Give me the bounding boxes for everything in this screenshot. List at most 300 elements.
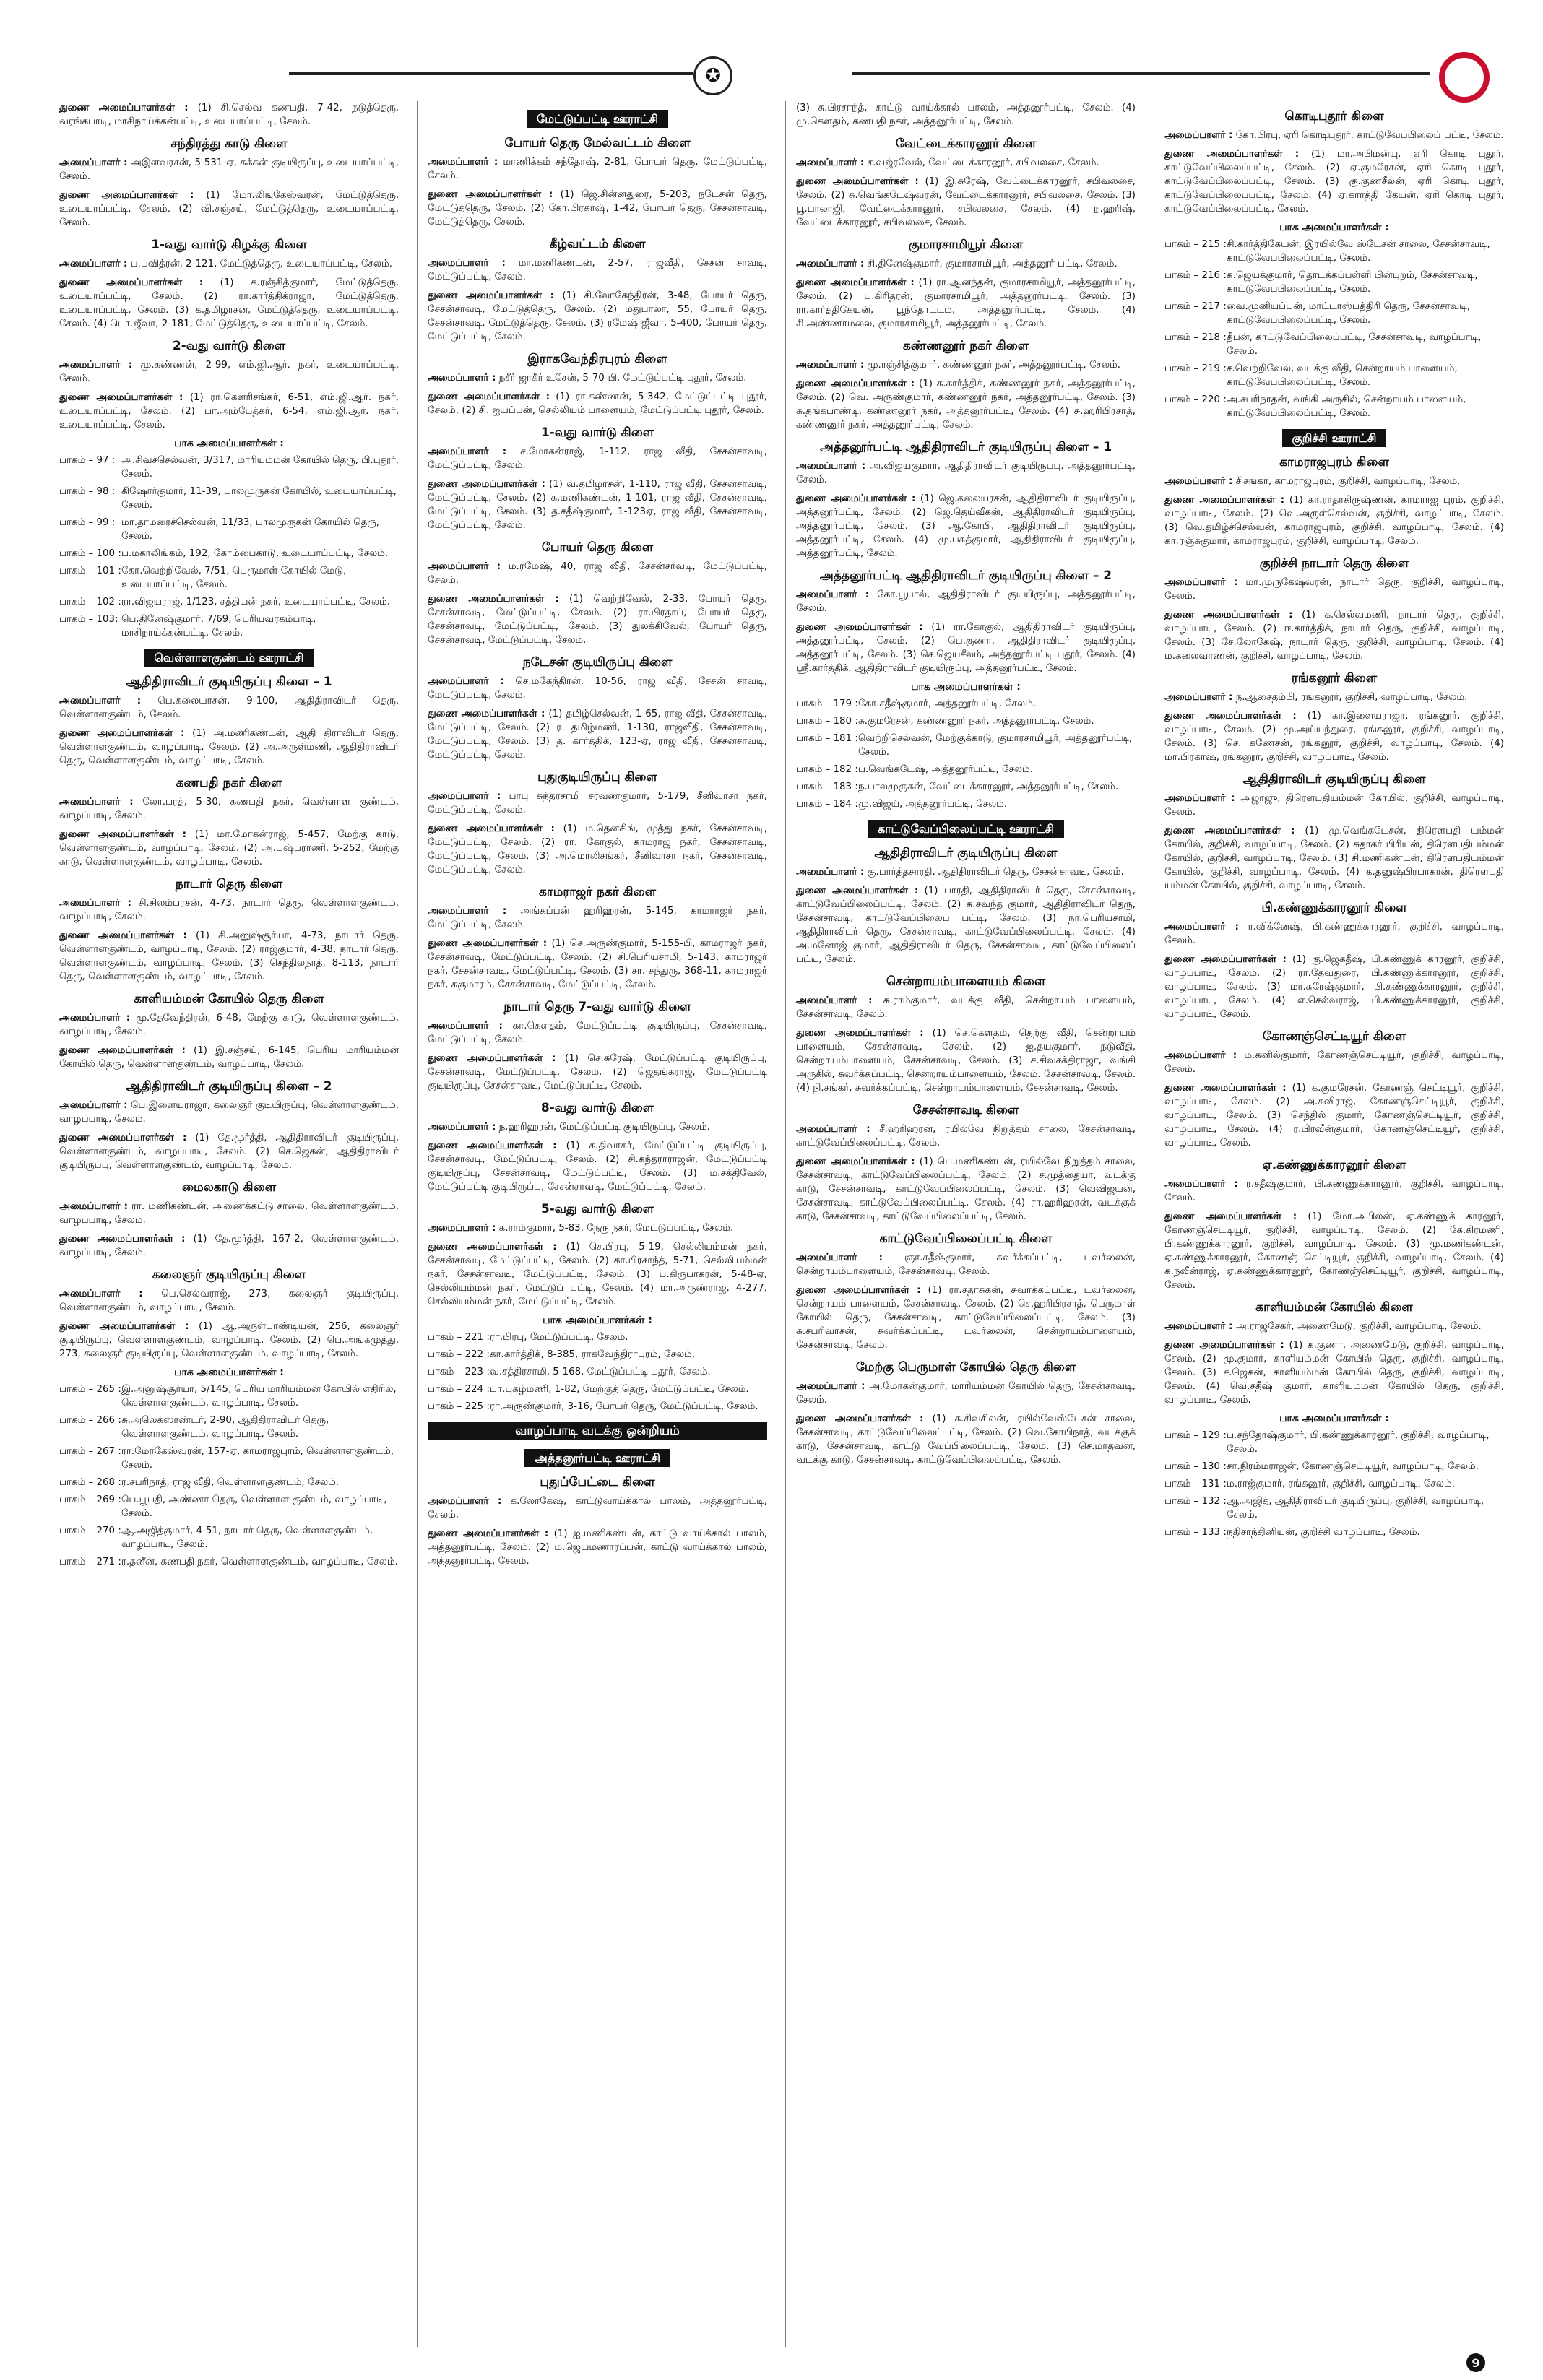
member-entry [59, 1131, 399, 1172]
member-details: (1) க.ரஞ்சித்குமார், மேட்டுத்தெரு, உடையாப்பட்டி, சேலம். (2) ரா.கார்த்திக்ராஜா, மேட்டுத்தெரு, உடையாப்பட்டி, சேலம். (3) க.தமிழரசன், மேட்டுத்தெரு, உடையாப்பட்டி, சேலம். (4) பொ.ஜீவா, 2-181, மேட்டுத்தெரு, உடையாப்பட்டி, சேலம். [59, 277, 399, 329]
member-details: மாணிக்கம் சந்தோஷ், 2-81, போயர் தெரு, மேட்டுப்பட்டி, சேலம். [428, 157, 767, 181]
booth-number: பாகம் – 132 : [1164, 1496, 1227, 1507]
role-label: அமைப்பாளர் : [796, 867, 865, 878]
member-details: (1) செ.அருண்குமார், 5-155-பி, காமராஜர் நகர், சேசன்சாவடி, மேட்டுப்பட்டி, சேலம். (2) சி.பெரியசாமி, 5-143, காமராஜர் நகர், சேசன்சாவடி, மேட்டுப்பட்டி, சேலம். (3) சா. சந்துரு, 368-11, காமராஜர் நகர், சுகுமாரம், சேசன்சாவடி, மேட்டுப்பட்டி, சேலம். [428, 938, 767, 990]
booth-agent: வெற்றிசெல்வன், மேற்குக்காடு, குமாரசாமியூர், அத்தனூர்பட்டி, சேலம். [858, 733, 1133, 758]
role-label: அமைப்பாளர் : [796, 360, 865, 371]
member-entry [59, 1099, 399, 1126]
member-details: (1) ரா.கோகுல், ஆதிதிராவிடர் குடியிருப்பு, அத்தனூர்பட்டி, சேலம். (2) பெ.குணா, ஆதிதிராவிடர் குடியிருப்பு, அத்தனூர்பட்டி, சேலம். (3) செ.ஜெயசீலம், அத்தனூர்பட்டி புதூர், சேலம். (4) ஸ்ரீ.கார்த்திக், ஆதிதிராவிடர் குடியிருப்பு, அத்தனூர்பட்டி, சேலம். [796, 622, 1136, 674]
role-label: அமைப்பாளர் : [796, 1381, 865, 1392]
role-label: அமைப்பாளர் : [428, 446, 507, 457]
role-label: துணை அமைப்பாளர்கள் : [428, 479, 545, 490]
member-entry [428, 1240, 767, 1309]
role-label: அமைப்பாளர் : [428, 791, 501, 802]
role-label: துணை அமைப்பாளர்கள் : [796, 886, 919, 896]
role-label: அமைப்பாளர் : [1164, 1050, 1237, 1061]
red-circle-logo-icon [1439, 52, 1490, 103]
role-label: அமைப்பாளர் : [1164, 1179, 1238, 1190]
branch-heading: வேட்டைக்காரனூர் கிளை [895, 137, 1037, 151]
booth-entry [1164, 238, 1504, 265]
member-details: சி.சிலம்பரசன், 4-73, நாடார் தெரு, வெள்ளாளகுண்டம், வாழப்பாடி, சேலம். [59, 898, 399, 922]
branch-heading: ஆதிதிராவிடர் குடியிருப்பு கிளை [874, 846, 1058, 860]
booth-number: பாகம் – 131 : [1164, 1479, 1227, 1489]
member-details: (1) ம.தெனசிங், முத்து நகர், சேசன்சாவடி, மேட்டுப்பட்டி, சேலம். (2) ரா. கோகுல், காமராஜ நகர், சேசன்சாவடி, மேட்டுப்பட்டி, சேலம். (3) அ.மொலிசங்கர், சீனிவாசா நகர், சேசன்சாவடி, மேட்டுப்பட்டி, சேலம். [428, 823, 767, 875]
role-label: அமைப்பாளர் : [59, 797, 134, 808]
member-details: மு.ரஞ்சித்குமார், கண்ணனூர் நகர், அத்தனூர்பட்டி, சேலம். [867, 360, 1121, 371]
booth-agent: வ.சத்திரசாமி, 5-168, மேட்டுப்பட்டி புதூர், சேலம். [490, 1367, 711, 1377]
member-details: (1) தே.மூர்த்தி, 167-2, வெள்ளாளகுண்டம், வாழப்பாடி, சேலம். [59, 1234, 399, 1258]
member-details: (1) அ.மணிகண்டன், ஆதி திராவிடர் தெரு, வெள்ளாளகுண்டம், வாழப்பாடி, சேலம். (2) அ.அருள்மணி, ஆதிதிராவிடர் தெரு, வெள்ளாளகுண்டம், வாழப்பாடி, சேலம். [59, 728, 399, 766]
member-entry [59, 694, 399, 722]
booth-entry [59, 1524, 399, 1552]
member-details: (1) மோ.அபிலன், ஏ.கண்ணுக் காரனூர், கோணஞ்செட்டியூர், குறிச்சி, வாழப்பாடி, சேலம். (2) கே.கிரமணி, பி.கண்ணுக்காரனூர், குறிச்சி, வாழப்பாடி, சேலம். (3) மு.மணிகண்டன், ஏ.கண்ணுக்காரனூர், கோணஞ் செட்டியூர், குறிச்சி, வாழப்பாடி, சேலம். (4) க.நவீன்ராஜ், ஏ.கண்ணுக்காரனூர், கோணஞ்செட்டியூர், குறிச்சி, வாழப்பாடி, சேலம். [1164, 1211, 1504, 1291]
booth-agent: இ.அனுஷ்சூர்யா, 5/145, பெரிய மாரியம்மன் கோயில் எதிரில், வெள்ளாளகுண்டம், வாழப்பாடி, சேலம். [121, 1384, 397, 1408]
booth-number: பாகம் – 99 : [59, 517, 116, 528]
role-label: அமைப்பாளர் : [428, 1122, 496, 1133]
role-label: துணை அமைப்பாளர்கள் : [796, 1414, 924, 1424]
member-details: ர.சதீஷ்குமார், பி.கண்ணுக்காரனூர், குறிச்சி, வாழப்பாடி, சேலம். [1164, 1179, 1504, 1203]
role-label: துணை அமைப்பாளர்கள் : [796, 176, 919, 187]
member-entry [428, 1527, 767, 1568]
branch-heading: குறிச்சி நாடார் தெரு கிளை [1259, 556, 1409, 571]
booth-agent: ப.சந்தோஷ்குமார், பி.கண்ணுக்காரனூர், குறிச்சி, வாழப்பாடி, சேலம். [1227, 1430, 1490, 1455]
member-entry [428, 822, 767, 877]
member-details: ம.ரமேஷ், 40, ராஜ வீதி, சேசன்சாவடி, மேட்டுப்பட்டி, சேலம். [428, 561, 767, 586]
booth-entry [59, 1476, 399, 1489]
member-entry [59, 1320, 399, 1361]
member-entry [796, 459, 1136, 487]
member-entry [59, 257, 399, 271]
member-details: லோ.பரத், 5-30, கணபதி நகர், வெள்ளாள குண்டம், வாழப்பாடி, சேலம். [59, 797, 399, 821]
member-entry [428, 1139, 767, 1194]
booth-agent: ஆ.அஜித்குமார், 4-51, நாடார் தெரு, வெள்ளாளகுண்டம், வாழப்பாடி, சேலம். [121, 1526, 373, 1550]
member-details: மு.கண்ணன், 2-99, எம்.ஜி.ஆர். நகர், உடையாப்பட்டி, சேலம். [59, 360, 399, 384]
member-details: (1) சி.லோகேந்திரன், 3-48, போயர் தெரு, சேசன்சாவடி, மேட்டுத்தெரு, சேலம். (2) மதுபாலா, 55, போயர் தெரு, சேசன்சாவடி, மேட்டுத்தெரு, சேலம். (3) ரமேஷ் ஜீவா, 5-400, போயர் தெரு, மேட்டுப்பட்டி, சேலம். [428, 290, 767, 342]
member-details: ம.கனில்குமார், கோணஞ்செட்டியூர், குறிச்சி, வாழப்பாடி, சேலம். [1164, 1050, 1504, 1075]
role-label: அமைப்பாளர் : [59, 1201, 129, 1212]
role-label: துணை அமைப்பாளர்கள் : [428, 1053, 556, 1064]
member-entry [1164, 493, 1504, 548]
booth-agents-heading: பாக அமைப்பாளர்கள் : [543, 1315, 652, 1326]
branch-heading: 5-வது வார்டு கிளை [540, 1202, 654, 1216]
member-entry [1164, 824, 1504, 893]
member-details: பெ.இளையராஜா, கலைஞர் குடியிருப்பு, வெள்ளாளகுண்டம், வாழப்பாடி, சேலம். [59, 1100, 399, 1125]
booth-number: பாகம் – 102 : [59, 597, 121, 607]
member-details: (1) செ.சுரேஷ், மேட்டுப்பட்டி குடியிருப்பு, சேசன்சாவடி, மேட்டுப்பட்டி, சேலம். (2) ஜெதங்கராஜ், மேட்டுப்பட்டி குடியிருப்பு, சேசன்சாவடி, மேட்டுப்பட்டி, சேலம். [428, 1053, 767, 1091]
role-label: துணை அமைப்பாளர்கள் : [1164, 954, 1287, 965]
member-entry [796, 865, 1136, 879]
booth-entry [1164, 331, 1504, 358]
role-label: துணை அமைப்பாளர்கள் : [796, 1028, 924, 1039]
member-entry [1164, 576, 1504, 603]
role-label: அமைப்பாளர் : [59, 1100, 128, 1111]
header-rule-left [289, 72, 693, 75]
booth-entry [59, 547, 399, 561]
booth-agent: நதிசாந்தினியன், குறிச்சி வாழப்பாடி, சேலம். [1227, 1527, 1420, 1538]
booth-agent: பெ.பூபதி, அண்ணா தெரு, வெள்ளாள குண்டம், வாழப்பாடி, சேலம். [121, 1494, 387, 1519]
member-entry [428, 371, 767, 385]
booth-entry [428, 1330, 767, 1344]
booth-number: பாகம் – 133 : [1164, 1527, 1227, 1538]
branch-heading: 8-வது வார்டு கிளை [540, 1101, 654, 1115]
booth-agent: பா.புகழ்மணி, 1-82, மேற்குத் தெரு, மேட்டுப்பட்டி, சேலம். [490, 1384, 749, 1395]
member-details: (1) சி.அனுஷ்சூர்யா, 4-73, நாடார் தெரு, வெள்ளாளகுண்டம், வாழப்பாடி, சேலம். (2) ராஜ்குமார், 4-38, நாடார் தெரு, வெள்ளாளகுண்டம், வாழப்பாடி, சேலம். (3) செந்தில்நாத், 8-113, நாடார் தெரு, வெள்ளாளகுண்டம், வாழப்பாடி, சேலம். [59, 930, 399, 982]
branch-heading: அத்தனூர்பட்டி ஆதிதிராவிடர் குடியிருப்பு கிளை – 1 [819, 440, 1112, 454]
branch-heading: 1-வது வார்டு கிழக்கு கிளை [151, 238, 307, 252]
member-entry [59, 1232, 399, 1260]
member-entry [796, 1026, 1136, 1095]
branch-heading: காட்டுவேப்பிலைப்பட்டி கிளை [879, 1232, 1053, 1246]
member-details: ச.வஜ்ரவேல், வேட்டைக்காரனூர், சபிவலசை, சேலம். [867, 157, 1099, 168]
member-details: ந.ஹரிஹரன், மேட்டுப்பட்டி குடியிருப்பு, சேலம். [498, 1122, 710, 1133]
member-details: கோ.பூபால், ஆதிதிராவிடர் குடியிருப்பு, அத்தனூர்பட்டி, சேலம். [796, 589, 1136, 614]
member-entry [796, 994, 1136, 1021]
role-label: அமைப்பாளர் : [1164, 922, 1239, 932]
member-entry [428, 256, 767, 284]
booth-number: பாகம் – 215 : [1164, 239, 1227, 250]
booth-agent: ரா.பிரபு, மேட்டுப்பட்டி, சேலம். [490, 1332, 628, 1343]
member-details: அஜாஜு, திரௌபதியம்மன் கோயில், குறிச்சி, வாழப்பாடி, சேலம். [1164, 793, 1504, 818]
page-number: 9 [1466, 2353, 1485, 2372]
booth-entry [59, 595, 399, 609]
member-details: மா.மணிகண்டன், 2-57, ராஜவீதி, சேசன் சாவடி, மேட்டுப்பட்டி, சேலம். [428, 258, 767, 282]
member-entry [428, 1120, 767, 1134]
booth-agent: கோ.சதீஷ்குமார், அத்தனூர்பட்டி, சேலம். [858, 698, 1037, 709]
page-frame [52, 101, 1504, 2347]
branch-heading: சந்திரத்து காடு கிளை [170, 137, 288, 151]
booth-number: பாகம் – 216 : [1164, 270, 1227, 281]
role-label: அமைப்பாளர் : [428, 157, 498, 168]
column-4 [1164, 101, 1504, 2347]
role-label: அமைப்பாளர் : [428, 906, 507, 917]
member-details: செ.மகேந்திரன், 10-56, ராஜ வீதி, சேசன் சாவடி, மேட்டுப்பட்டி, சேலம். [428, 676, 767, 701]
booth-agent: தீபன், காட்டுவேப்பிலைப்பட்டி, சேசன்சாவடி, வாழப்பாடி, சேலம். [1227, 332, 1482, 357]
member-entry [428, 289, 767, 344]
member-details: கு.பார்த்தசாரதி, ஆதிதிராவிடர் தெரு, சேசன்சாவடி, சேலம். [867, 867, 1124, 878]
member-entry [796, 175, 1136, 230]
member-entry [796, 377, 1136, 432]
booth-agent: ம.ராஜ்குமார், ரங்கனூர், குறிச்சி, வாழப்பாடி, சேலம். [1227, 1479, 1455, 1489]
booth-entry [1164, 269, 1504, 296]
booth-number: பாகம் – 223 : [428, 1367, 490, 1377]
member-entry [1164, 1081, 1504, 1150]
role-label: அமைப்பாளர் : [428, 676, 504, 687]
booth-agent: கிஷோர்குமார், 11-39, பாலமுருகன் கோயில், உடையாப்பட்டி, சேலம். [121, 486, 397, 511]
role-label: துணை அமைப்பாளர்கள் : [59, 930, 187, 941]
booth-entry [59, 613, 399, 640]
member-details: ச.மோகன்ராஜ், 1-112, ராஜ வீதி, சேசன்சாவடி, மேட்டுப்பட்டி, சேலம். [428, 446, 767, 471]
member-details: அங்கப்பன் ஹரிஹரன், 5-145, காமராஜர் நகர், மேட்டுப்பட்டி, சேலம். [428, 906, 767, 930]
member-details: (1) மா.மோகன்ராஜ், 5-457, மேற்கு காடு, வெள்ளாளகுண்டம், வாழப்பாடி, சேலம். (2) அ.புஷ்பராணி, 5-252, மேற்கு காடு, வெள்ளாளகுண்டம், வாழப்பாடி, சேலம். [59, 829, 399, 867]
member-details: (1) க.கார்த்திக், கண்ணனூர் நகர், அத்தனூர்பட்டி, சேலம். (2) வெ. அருண்குமார், கண்ணனூர் நகர், அத்தனூர்பட்டி, சேலம். (3) சு.தங்கபாண்டி, கண்ணனூர் நகர், அத்தனூர்பட்டி, சேலம். (4) சு.ஹரிபிரசாத், கண்ணனூர் நகர், அத்தனூர்பட்டி, சேலம். [796, 378, 1136, 430]
member-details: நசீர் ஜாகீர் உசேன், 5-70-பி, மேட்டுப்பட்டி புதூர், சேலம். [498, 373, 747, 384]
branch-heading: கணபதி நகர் கிளை [176, 776, 282, 790]
member-details: (1) மு.வெங்கடேசன், திரௌபதி யம்மன் கோயில், குறிச்சி, வாழப்பாடி, சேலம். (2) சுதாகர் பிரியன், திரௌபதியம்மன் கோயில், குறிச்சி, வாழப்பாடி, சேலம். (3) சி.மணிகண்டன், திரௌபதியம்மன் கோயில், குறிச்சி, வாழப்பாடி, சேலம். (4) க.தனுஷ்பிரபாகரன், திரௌபதி யம்மன் கோயில், குறிச்சி, வாழப்பாடி, சேலம். [1164, 826, 1504, 891]
member-entry [59, 1044, 399, 1071]
booth-agent: சு.அலெக்ஸாண்டர், 2-90, ஆதிதிராவிடர் தெரு, வெள்ளாளகுண்டம், வாழப்பாடி, சேலம். [121, 1415, 329, 1440]
booth-entry [428, 1382, 767, 1396]
member-details: (1) கா.இளையராஜா, ரங்கனூர், குறிச்சி, வாழப்பாடி, சேலம். (2) மு.அய்யந்துரை, ரங்கனூர், குறிச்சி, வாழப்பாடி, சேலம். (3) செ. கணேசன், ரங்கனூர், குறிச்சி, வாழப்பாடி, சேலம். (4) மா.பிரகாஷ், ரங்கனூர், குறிச்சி, வாழப்பாடி, சேலம். [1164, 711, 1504, 763]
member-details: (1) சி.செல்வ கணபதி, 7-42, நடுத்தெரு, வரங்கபாடி, மாசிநாய்க்கன்பட்டி, உடையாப்பட்டி, சேலம். [59, 103, 399, 127]
branch-heading: காளியம்மன் கோயில் தெரு கிளை [134, 992, 324, 1006]
booth-entry [59, 564, 399, 592]
member-entry [428, 445, 767, 472]
booth-entry [796, 763, 1136, 776]
member-entry [428, 390, 767, 417]
union-heading: வாழப்பாடி வடக்கு ஒன்றியம் [428, 1422, 767, 1440]
role-label: துணை அமைப்பாளர்கள் : [428, 1528, 549, 1539]
booth-agents-heading: பாக அமைப்பாளர்கள் : [1279, 222, 1389, 233]
member-details: மு.தேவேந்திரன், 6-48, மேற்கு காடு, வெள்ளாளகுண்டம், வாழப்பாடி, சேலம். [59, 1013, 399, 1037]
booth-entry [1164, 393, 1504, 420]
member-entry [59, 929, 399, 984]
member-details: (3) சு.பிரசாந்த், காட்டு வாய்க்கால் பாலம், அத்தனூர்பட்டி, சேலம். (4) மு.கௌதம், கணபதி நகர், அத்தனூர்பட்டி, சேலம். [796, 103, 1136, 127]
booth-number: பாகம் – 266 : [59, 1415, 121, 1426]
booth-number: பாகம் – 265 : [59, 1384, 121, 1395]
member-details: (1) தே.மூர்த்தி, ஆதிதிராவிடர் குடியிருப்பு, வெள்ளாளகுண்டம், வாழப்பாடி, சேலம். (2) செ.ஜெகன், ஆதிதிராவிடர் குடியிருப்பு, வெள்ளாளகுண்டம், வாழப்பாடி, சேலம். [59, 1133, 399, 1171]
branch-heading: போயர் தெரு மேல்வட்டம் கிளை [504, 136, 691, 150]
booth-entry [796, 780, 1136, 794]
member-entry [428, 937, 767, 992]
member-entry [1164, 608, 1504, 663]
member-entry [428, 155, 767, 183]
booth-agent: ஆ.அஜித், ஆதிதிராவிடர் குடியிருப்பு, குறிச்சி, வாழப்பாடி, சேலம். [1227, 1496, 1484, 1520]
booth-entry [796, 732, 1136, 759]
member-entry [59, 896, 399, 924]
booth-entry [59, 454, 399, 481]
member-entry [59, 1200, 399, 1227]
member-entry [796, 358, 1136, 372]
role-label: துணை அமைப்பாளர்கள் : [428, 189, 553, 200]
booth-number: பாகம் – 222 : [428, 1349, 490, 1360]
role-label: துணை அமைப்பாளர்கள் : [1164, 826, 1295, 836]
branch-heading: மைலகாடு கிளை [181, 1180, 277, 1195]
member-details: (1) ரா.சதாசுகன், சுவர்க்கப்பட்டி, டவர்லைன், சென்றாயம் பாளையம், சேசன்சாவடி, சேலம். (2) செ.ஹரிபிரசாத், பெருமாள் கோயில் தெரு, சேசன்சாவடி, காட்டுவேப்பிலைப்பட்டி, சேலம். (3) சு.சபரிவாசன், சுவர்க்கப்பட்டி, டவர்லைன், சென்றாயம்பாளையம், சேசன்சாவடி, சேலம். [796, 1285, 1136, 1351]
booth-number: பாகம் – 103: [59, 614, 118, 625]
member-entry [796, 1251, 1136, 1278]
booth-number: பாகம் – 100 : [59, 548, 121, 559]
member-details: அ.ராஜசேகர், அணைமேடு, குறிச்சி, வாழப்பாடி, சேலம். [1235, 1321, 1482, 1332]
member-details: பாபு சுந்தரசாமி சரவணகுமார், 5-179, சீனிவாசா நகர், மேட்டுப்பட்டி, சேலம். [428, 791, 767, 815]
member-entry [796, 1380, 1136, 1407]
role-label: அமைப்பாளர் : [59, 157, 128, 168]
booth-agent: ச.வெற்றிவேல், வடக்கு வீதி, சென்றாயம் பாளையம், காட்டுவேப்பிலைப்பட்டி, சேலம். [1227, 363, 1458, 388]
column-divider [785, 101, 786, 2347]
role-label: துணை அமைப்பாளர்கள் : [796, 1156, 915, 1167]
role-label: அமைப்பாளர் : [428, 1021, 503, 1031]
booth-entry [59, 1493, 399, 1520]
member-entry [1164, 953, 1504, 1021]
role-label: அமைப்பாளர் : [59, 1013, 131, 1024]
branch-heading: நாடார் தெரு கிளை [175, 877, 283, 891]
member-details: (1) ஆ.அருள்பாண்டியன், 256, கலைஞர் குடியிருப்பு, வெள்ளாளகுண்டம், வாழப்பாடி, சேலம். (2) பெ.அங்கமுத்து, 273, கலைஞர் குடியிருப்பு, வெள்ளாளகுண்டம், வாழப்பாடி, சேலம். [59, 1321, 399, 1359]
booth-number: பாகம் – 221 : [428, 1332, 490, 1343]
role-label: துணை அமைப்பாளர்கள் : [59, 1045, 186, 1056]
role-label: துணை அமைப்பாளர்கள் : [1164, 1340, 1284, 1351]
member-details: (1) ஜெ.சின்னதுரை, 5-203, நடேசன் தெரு, மேட்டுத்தெரு, சேலம். (2) கோ.பிரகாஷ், 1-42, போயர் தெரு, சேசன்சாவடி, மேட்டுத்தெரு, சேலம். [428, 189, 767, 228]
role-label: துணை அமைப்பாளர்கள் : [428, 290, 555, 301]
booth-agent: சி.கார்த்திகேயன், இரயில்வே ஸ்டேசன் சாலை, சேசன்சாவடி, காட்டுவேப்பிலைப்பட்டி, சேலம். [1227, 239, 1490, 264]
member-entry [796, 101, 1136, 129]
booth-number: பாகம் – 183 : [796, 782, 858, 792]
booth-entry [796, 714, 1136, 728]
member-entry [796, 620, 1136, 675]
role-label: துணை அமைப்பாளர்கள் : [796, 277, 915, 288]
member-details: (1) செ.பிரபு, 5-19, செல்லியம்மன் நகர், சேசன்சாவடி, மேட்டுப்பட்டி, சேலம். (2) கா.பிரசாந்த், 5-71, செல்லியம்மன் நகர், சேசன்சாவடி, மேட்டுப்பட்டி, சேலம். (3) ப.கிருபாகரன், 5-48-ஏ, செல்லியம்மன் நகர், மேட்டுப் பட்டி, சேலம். (4) மா.அருண்ராஜ், 4-277, செல்லியம்மன் நகர், மேட்டுப்பட்டி, சேலம். [428, 1242, 767, 1307]
branch-heading: சென்றாயம்பாளையம் கிளை [886, 974, 1046, 989]
member-entry [59, 795, 399, 823]
booth-number: பாகம் – 179 : [796, 698, 858, 709]
booth-entry [796, 797, 1136, 811]
role-label: அமைப்பாளர் : [59, 360, 133, 371]
booth-agent: பெ.தினேஷ்குமார், 7/69, பெரியவரகம்பாடி, மாசிநாய்க்கன்பட்டி, சேலம். [121, 614, 316, 639]
member-entry [1164, 1320, 1504, 1333]
role-label: துணை அமைப்பாளர்கள் : [1164, 610, 1293, 620]
booth-number: பாகம் – 268 : [59, 1477, 121, 1488]
booth-entry [59, 1555, 399, 1569]
role-label: துணை அமைப்பாளர்கள் : [59, 1321, 189, 1332]
booth-number: பாகம் – 182 : [796, 764, 858, 775]
member-entry [59, 276, 399, 331]
booth-agent: ரா.விஜயராஜ், 1/123, சத்தியன் நகர், உடையாப்பட்டி, சேலம். [121, 597, 391, 607]
member-entry [1164, 1049, 1504, 1076]
member-entry [1164, 1210, 1504, 1292]
role-label: துணை அமைப்பாளர்கள் : [428, 1242, 557, 1252]
role-label: துணை அமைப்பாளர்கள் : [428, 594, 559, 605]
role-label: அமைப்பாளர் : [59, 259, 128, 269]
member-details: சீ.ஹரிஹரன், ரயில்வே நிறுத்தம் சாலை, சேசன்சாவடி, காட்டுவேப்பிலைப்பட்டி, சேலம். [796, 1124, 1136, 1148]
role-label: துணை அமைப்பாளர்கள் : [796, 1285, 921, 1296]
member-details: க.லோகேஷ், காட்டுவாய்க்கால் பாலம், அத்தனூர்பட்டி, சேலம். [428, 1496, 767, 1520]
role-label: அமைப்பாளர் : [428, 258, 506, 269]
role-label: துணை அமைப்பாளர்கள் : [1164, 149, 1300, 160]
member-details: (1) பெ.மணிகண்டன், ரயில்வே நிறுத்தம் சாலை, சேசன்சாவடி, காட்டுவேப்பிலைப்பட்டி, சேலம். (2) ச.முத்தையா, வடக்கு காடு, சேசன்சாவடி, காட்டுவேப்பிலைப்பட்டி, சேலம். (3) வெவிஜயன், சேசன்சாவடி, காட்டுவேப்பிலைப்பட்டி, சேலம். (4) ரா.ஹரிஹரன், வடக்குக் காடு, சேசன்சாவடி, காட்டுவேப்பிலைப்பட்டி, சேலம். [796, 1156, 1136, 1222]
column-3 [796, 101, 1136, 2347]
member-entry [1164, 475, 1504, 488]
member-entry [1164, 147, 1504, 216]
member-details: ந.ஆசைதம்பி, ரங்கனூர், குறிச்சி, வாழப்பாடி, சேலம். [1235, 692, 1468, 703]
role-label: துணை அமைப்பாளர்கள் : [59, 728, 185, 739]
booth-number: பாகம் – 130 : [1164, 1461, 1227, 1472]
member-entry [428, 1494, 767, 1522]
branch-heading: கலைஞர் குடியிருப்பு கிளை [152, 1268, 306, 1282]
member-details: (1) இ.சுரேஷ், வேட்டைக்காரனூர், சபிவலசை, சேலம். (2) சு.வெங்கடேஷ்வரன், வேட்டைக்காரனூர், சபிவலசை, சேலம். (3) பூ.பாலாஜி, வேட்டைக்காரனூர், சபிவலசை, சேலம். (4) ந.ஹரிஷ், வேட்டைக்காரனூர், சபிவலசை, சேலம். [796, 176, 1136, 228]
role-label: அமைப்பாளர் : [1164, 793, 1235, 804]
booth-number: பாகம் – 224 : [428, 1384, 490, 1395]
booth-number: பாகம் – 220 : [1164, 394, 1227, 405]
branch-heading: குமாரசாமியூர் கிளை [908, 238, 1024, 252]
member-entry [59, 828, 399, 869]
booth-entry [59, 1414, 399, 1441]
member-entry [796, 492, 1136, 561]
booth-agents-heading: பாக அமைப்பாளர்கள் : [1279, 1413, 1389, 1424]
booth-number: பாகம் – 101 : [59, 566, 121, 576]
role-label: துணை அமைப்பாளர்கள் : [796, 622, 923, 633]
branch-heading: காமராஜபுரம் கிளை [1279, 455, 1389, 469]
role-label: துணை அமைப்பாளர்கள் : [59, 829, 186, 840]
booth-agent: சா.நிரம்மராஜன், கோணஞ்செட்டியூர், வாழப்பாடி, சேலம். [1227, 1461, 1479, 1472]
member-details: சி.தினேஷ்குமார், குமாரசாமியூர், அத்தனூர் பட்டி, சேலம். [867, 259, 1118, 269]
member-details: அஇளவரசன், 5-531-ஏ, சுக்கன் குடியிருப்பு, உடையாப்பட்டி, சேலம். [59, 157, 399, 182]
booth-agent: மு.விஜய், அத்தனூர்பட்டி, சேலம். [858, 799, 1008, 810]
member-entry [1164, 691, 1504, 704]
member-details: அ.மோகன்குமார், மாரியம்மன் கோயில் தெரு, சேசன்சாவடி, சேலம். [796, 1381, 1136, 1406]
member-details: (1) ஜெ.கலையரசன், ஆதிதிராவிடர் குடியிருப்பு, அத்தனூர்பட்டி, சேலம். (2) ஜெ.தெய்வீகன், ஆதிதிராவிடர் குடியிருப்பு, அத்தனூர்பட்டி, சேலம். (3) ஆ.கோபி, ஆதிதிராவிடர் குடியிருப்பு, அத்தனூர்பட்டி, சேலம். (4) மு.பசுத்குமார், ஆதிதிராவிடர் குடியிருப்பு, அத்தனூர்பட்டி, சேலம். [796, 493, 1136, 559]
branch-heading: இராகவேந்திரபுரம் கிளை [527, 352, 667, 366]
panchayat-heading: அத்தனூர்பட்டி ஊராட்சி [524, 1449, 670, 1467]
member-details: (1) செ.கௌதம், தெற்கு வீதி, சென்றாயம் பாளையம், சேசன்சாவடி, சேலம். (2) ஐ.தயகுமார், நடுவீதி, சென்றாயம்பாளையம், சேசன்சாவடி, சேலம். (3) ச.சிவசக்திராஜா, வங்கி அருகில், சுவர்க்கப்பட்டி, சென்றாயம்பாளையம், சேலம். சேசன்சாவடி, சேலம். (4) நி.சங்கர், சுவர்க்கப்பட்டி, சென்றாயம்பாளையம், சேசன்சாவடி, சேலம். [796, 1028, 1136, 1094]
column-2 [428, 101, 767, 2347]
booth-agent: ந.பாலமுருகன், வேட்டைக்காரனூர், அத்தனூர்பட்டி, சேலம். [858, 782, 1119, 792]
booth-entry [59, 1445, 399, 1472]
role-label: அமைப்பாளர் : [796, 1252, 883, 1263]
member-details: (1) கா.ராதாகிருஷ்ணன், காமராஜ புரம், குறிச்சி, வாழப்பாடி, சேலம். (2) வெ.அருள்செல்வன், குறிச்சி, வாழப்பாடி, சேலம். (3) வெ.தமிழ்ச்செல்வன், காமராஜபுரம், குறிச்சி, வாழப்பாடி, சேலம். (4) கா.ரஞ்சுகுமார், காமராஜபுரம், குறிச்சி, வாழப்பாடி, சேலம். [1164, 495, 1504, 547]
booth-number: பாகம் – 181 : [796, 733, 858, 744]
member-details: க.ராம்குமார், 5-83, நேரு நகர், மேட்டுப்பட்டி, சேலம். [498, 1223, 734, 1234]
role-label: துணை அமைப்பாளர்கள் : [1164, 1083, 1287, 1094]
panchayat-heading: காட்டுவேப்பிலைப்பட்டி ஊராட்சி [868, 820, 1064, 838]
booth-agent: மா.தாமரைச்செல்வன், 11/33, பாலமுருகன் கோயில் தெரு, சேலம். [121, 517, 380, 542]
member-details: (1) ரா.ஆனந்தன், குமாரசாமியூர், அத்தனூர்பட்டி, சேலம். (2) ப.கிரிதரன், குமாரசாமியூர், அத்தனூர்பட்டி, சேலம். (3) ரா.கார்த்திகேயன், பூந்தோட்டம், அத்தனூர்பட்டி, சேலம். (4) சி.அண்ணாமலை, குமாரசாமியூர், அத்தனூர்பட்டி, சேலம். [796, 277, 1136, 329]
member-details: (1) க.செல்வமணி, நாடார் தெரு, குறிச்சி, வாழப்பாடி, சேலம். (2) ஈ.கார்த்திக், நாடார் தெரு, குறிச்சி, வாழப்பாடி, சேலம். (3) சே.லோகேஷ், நாடார் தெரு, குறிச்சி, வாழப்பாடி, சேலம். (4) ம.கலைவாணன், குறிச்சி, வாழப்பாடி, சேலம். [1164, 610, 1504, 662]
member-entry [1164, 1338, 1504, 1407]
booth-agent: அ.சபரிநாதன், வங்கி அருகில், சென்றாயம் பாளையம், காட்டுவேப்பிலைப்பட்டி, சேலம். [1227, 394, 1466, 419]
member-details: பெ.செல்வராஜ், 273, கலைஞர் குடியிருப்பு, வெள்ளாளகுண்டம், வாழப்பாடி, சேலம். [59, 1289, 399, 1313]
booth-agent: கோ.வெற்றிவேல், 7/51, பெருமாள் கோயில் மேடு, உடையாப்பட்டி, சேலம். [121, 566, 347, 590]
booth-agent: ரா.மோகேஸ்வரன், 157-ஏ, காமராஜபுரம், வெள்ளாளகுண்டம், சேலம். [121, 1446, 394, 1471]
booth-entry [1164, 1477, 1504, 1491]
member-entry [1164, 129, 1504, 142]
member-entry [1164, 792, 1504, 819]
booth-agent: க.ஜெயக்குமார், தொடக்கப்பள்ளி பின்புறம், சேசன்சாவடி, காட்டுவேப்பிலைப்பட்டி, சேலம். [1227, 270, 1478, 295]
booth-entry [1164, 362, 1504, 389]
role-label: அமைப்பாளர் : [796, 157, 865, 168]
member-details: (1) தமிழ்செல்வன், 1-65, ராஜ வீதி, சேசன்சாவடி, மேட்டுப்பட்டி, சேலம். (2) ர. தமிழ்மணி, 1-130, ராஜவீதி, சேசன்சாவடி, மேட்டுப்பட்டி, சேலம். (3) த. கார்த்திக், 123-ஏ, ராஜ வீதி, சேசன்சாவடி, மேட்டுப்பட்டி, சேலம். [428, 709, 767, 761]
booth-number: பாகம் – 218 : [1164, 332, 1227, 343]
panchayat-heading: மேட்டுப்பட்டி ஊராட்சி [527, 110, 668, 128]
booth-entry [1164, 1494, 1504, 1522]
member-entry [428, 1221, 767, 1235]
role-label: அமைப்பாளர் : [796, 995, 873, 1006]
member-entry [428, 188, 767, 229]
member-entry [796, 1122, 1136, 1150]
branch-heading: 1-வது வார்டு கிளை [540, 425, 654, 440]
member-details: (1) க.சிவசிலன், ரயில்வேஸ்டேசன் சாலை, சேசன்சாவடி, காட்டுவேப்பிலைப்பட்டி, சேலம். (2) வெ.கோபிநாத், வடக்குக் காடு, சேசன்சாவடி, காட்டு வேப்பிலைப்பட்டி, சேலம். (3) செ.மாதவன், வடக்கு காடு, சேசன்சாவடி, காட்டுவேப்பிலைப்பட்டி, சேலம். [796, 1414, 1136, 1466]
booth-entry [1164, 300, 1504, 327]
member-entry [428, 560, 767, 587]
role-label: அமைப்பாளர் : [59, 898, 132, 909]
role-label: துணை அமைப்பாளர்கள் : [428, 709, 545, 719]
member-details: அ.விஜய்குமார், ஆதிதிராவிடர் குடியிருப்பு, அத்தனூர்பட்டி, சேலம். [796, 461, 1136, 485]
branch-heading: ஏ.கண்ணுக்காரனூர் கிளை [1262, 1158, 1406, 1172]
member-details: (1) க.திவாகர், மேட்டுப்பட்டி குடியிருப்பு, சேசன்சாவடி, மேட்டுப்பட்டி, சேலம். (2) சி.கந்தராராஜன், மேட்டுப்பட்டி குடியிருப்பு, சேசன்சாவடி, மேட்டுப்பட்டி, சேலம். (3) ம.சக்திவேல், மேட்டுப்பட்டி குடியிருப்பு, சேசன்சாவடி, மேட்டுப்பட்டி, சேலம். [428, 1141, 767, 1193]
role-label: அமைப்பாளர் : [428, 1223, 496, 1234]
member-details: (1) மோ.லிங்கேஸ்வரன், மேட்டுத்தெரு, உடையாப்பட்டி, சேலம். (2) வி.சஞ்சய், மேட்டுத்தெரு, உடையாப்பட்டி, சேலம். [59, 190, 399, 228]
member-details: பெ.கலையரசன், 9-100, ஆதிதிராவிடர் தெரு, வெள்ளாளகுண்டம், சேலம். [59, 696, 399, 720]
booth-agents-heading: பாக அமைப்பாளர்கள் : [174, 1367, 284, 1378]
role-label: துணை அமைப்பாளர்கள் : [59, 103, 189, 113]
branch-heading: புதுகுடியிருப்பு கிளை [537, 770, 657, 784]
member-details: (1) வெற்றிவேல், 2-33, போயர் தெரு, சேசன்சாவடி, மேட்டுப்பட்டி, சேலம். (2) ரா.பிரதாப், போயர் தெரு, சேசன்சாவடி, மேட்டுப்பட்டி, சேலம். (3) துலக்கிவேல், போயர் தெரு, சேசன்சாவடி, மேட்டுப்பட்டி, சேலம். [428, 594, 767, 646]
column-1 [59, 101, 399, 2347]
booth-entry [1164, 1526, 1504, 1539]
role-label: அமைப்பாளர் : [59, 1289, 143, 1299]
member-entry [59, 1011, 399, 1039]
booth-number: பாகம் – 184 : [796, 799, 858, 810]
role-label: துணை அமைப்பாளர்கள் : [59, 190, 194, 201]
member-entry [59, 156, 399, 183]
role-label: அமைப்பாளர் : [796, 589, 870, 600]
